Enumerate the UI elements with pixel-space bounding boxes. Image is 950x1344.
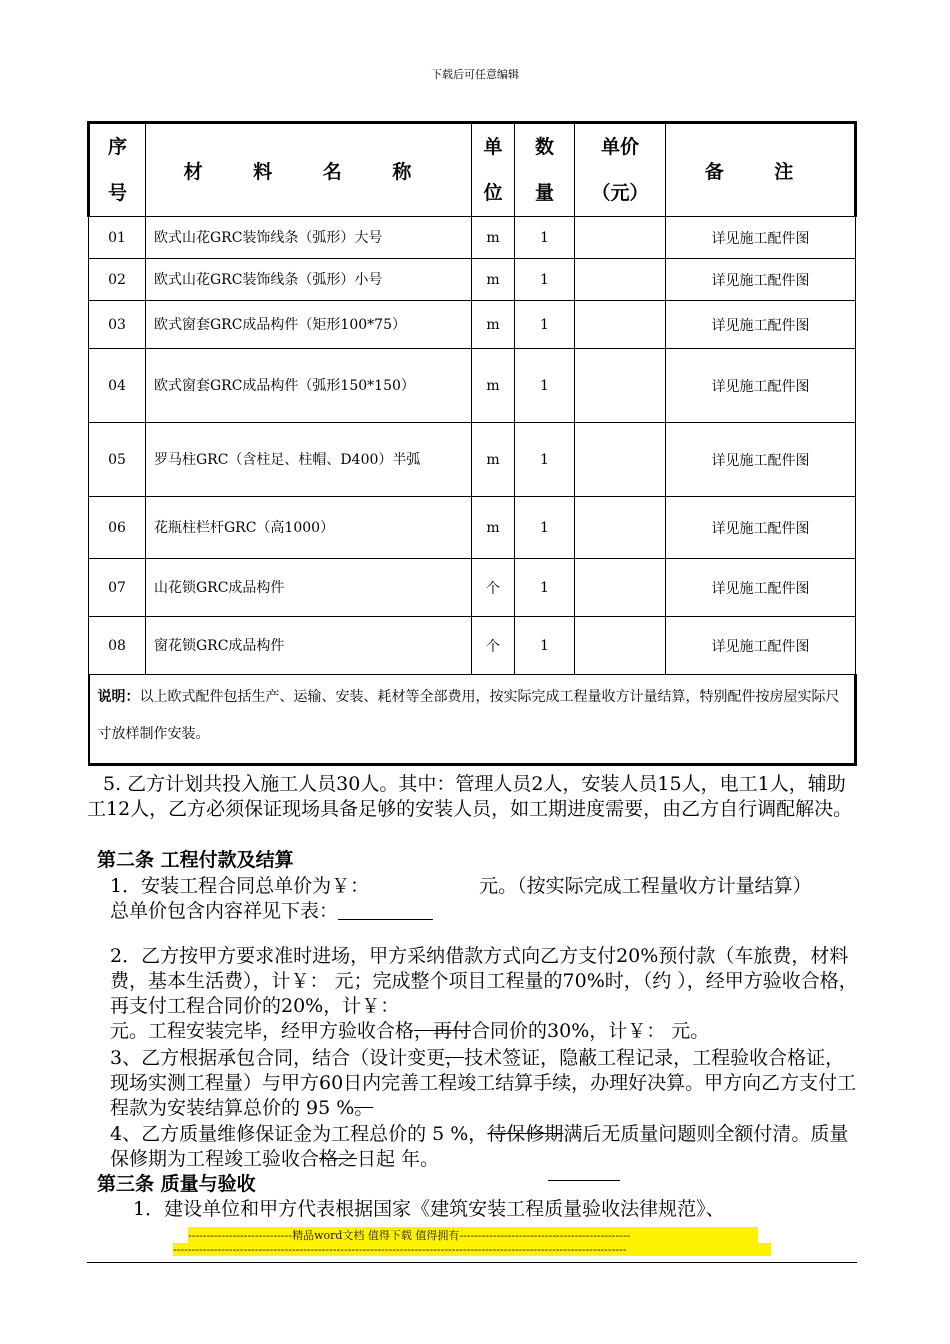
cell-seq: 02 [89, 259, 146, 301]
note-text: 以上欧式配件包括生产、运输、安装、耗材等全部费用，按实际完成工程量收方计量结算，特别配件按房屋实际尺寸放样制作安装。 [97, 689, 840, 742]
footer-dashes: -------------------------------------------------------------------------------------------------------------------------- [173, 1243, 771, 1256]
unit-price-suffix: 元。（按实际完成工程量收方计量结算） [479, 875, 812, 897]
cell-remark: 详见施工配件图 [666, 497, 856, 559]
cell-name: 窗花锁GRC成品构件 [146, 617, 472, 675]
header-price-line2: （元） [591, 182, 649, 204]
cell-price [575, 423, 666, 497]
cell-seq: 06 [89, 497, 146, 559]
cell-seq: 01 [89, 217, 146, 259]
table-row [89, 301, 856, 349]
cell-remark: 详见施工配件图 [666, 301, 856, 349]
footer-rule [87, 1262, 857, 1263]
header-note: 下载后可任意编辑 [431, 68, 519, 81]
footer-banner: ----------------------------精品word文档 值得下载 值得拥有---------------------------------------------- [188, 1227, 758, 1243]
cell-qty: 1 [515, 301, 575, 349]
header-name [146, 123, 472, 217]
settlement-strike-2: 。 [354, 1097, 374, 1119]
cell-seq: 07 [89, 559, 146, 617]
cell-qty: 1 [515, 217, 575, 259]
cell-qty: 1 [515, 559, 575, 617]
cell-seq: 08 [89, 617, 146, 675]
table-row [89, 423, 856, 497]
warranty-text-1: 4、乙方质量维修保证金为工程总价的 5 %， [110, 1123, 488, 1145]
cell-remark: 详见施工配件图 [666, 617, 856, 675]
cell-unit: m [472, 423, 515, 497]
cell-price [575, 349, 666, 423]
paragraph-staffing: 5. 乙方计划共投入施工人员30人。其中：管理人员2人，安装人员15人，电工1人，辅助工12人，乙方必须保证现场具备足够的安装人员，如工期进度需要，由乙方自行调配解决。 [87, 773, 853, 820]
cell-unit: m [472, 217, 515, 259]
prepayment-end: 元。工程安装完毕，经甲方验收合格 [110, 1020, 415, 1042]
cell-price [575, 559, 666, 617]
cell-qty: 1 [515, 497, 575, 559]
note-label: 说明： [97, 689, 140, 705]
cell-remark: 详见施工配件图 [666, 559, 856, 617]
header-qty-line1: 数 [534, 136, 554, 158]
header-qty [515, 123, 575, 217]
unit-price-contents-line [338, 905, 433, 920]
cell-name: 罗马柱GRC（含柱足、柱帽、D400）半弧 [146, 423, 472, 497]
header-unit-line1: 单 [483, 136, 503, 158]
cell-seq: 05 [89, 423, 146, 497]
settlement-strike: ， [445, 1047, 465, 1069]
cell-price [575, 259, 666, 301]
cell-price [575, 497, 666, 559]
paragraph-prepayment [110, 944, 860, 1044]
table-row [89, 497, 856, 559]
header-qty-line2: 量 [534, 182, 554, 204]
article-2-title: 第二条 工程付款及结算 [97, 849, 294, 871]
table-row [89, 259, 856, 301]
unit-price-label: 1．安装工程合同总单价为￥： [110, 875, 370, 897]
warranty-text-2: 满后无质量问题则全额付清。质量保修期为工程竣工验收合 [110, 1123, 849, 1170]
cell-name: 欧式窗套GRC成品构件（矩形100*75） [146, 301, 472, 349]
table-note [89, 675, 856, 765]
table-header-row [89, 123, 856, 217]
cell-seq: 04 [89, 349, 146, 423]
header-remark-text: 备 注 [704, 160, 816, 183]
paragraph-quality: 1．建设单位和甲方代表根据国家《建筑安装工程质量验收法律规范》、 [133, 1198, 725, 1220]
warranty-year-underline [548, 1180, 620, 1181]
paragraph-unit-price [110, 874, 860, 924]
warranty-strike-2: 格之 [319, 1148, 358, 1170]
header-seq-line1: 序 [107, 136, 127, 158]
cell-remark: 详见施工配件图 [666, 217, 856, 259]
cell-name: 欧式窗套GRC成品构件（弧形150*150） [146, 349, 472, 423]
cell-qty: 1 [515, 617, 575, 675]
warranty-text-3: 日起 年。 [357, 1148, 440, 1170]
prepayment-text: 2．乙方按甲方要求准时进场，甲方采纳借款方式向乙方支付20%预付款（车旅费，材料费，基本生活费），计￥： 元；完成整个项目工程量的70%时，（约 ），经甲方验收合格，再支付工程合同价的20%，计￥： [110, 945, 858, 1017]
prepayment-end-2: 合同价的30%，计￥： 元。 [471, 1020, 710, 1042]
cell-unit: m [472, 259, 515, 301]
unit-price-contents: 总单价包含内容祥见下表： [110, 900, 339, 922]
cell-name: 欧式山花GRC装饰线条（弧形）大号 [146, 217, 472, 259]
cell-price [575, 217, 666, 259]
cell-unit: m [472, 301, 515, 349]
cell-unit: 个 [472, 559, 515, 617]
cell-remark: 详见施工配件图 [666, 423, 856, 497]
paragraph-settlement [110, 1046, 860, 1121]
cell-seq: 03 [89, 301, 146, 349]
table-row [89, 559, 856, 617]
cell-unit: m [472, 497, 515, 559]
header-unit [472, 123, 515, 217]
settlement-text-1: 3、乙方根据承包合同，结合（设计变更 [110, 1047, 446, 1069]
cell-qty: 1 [515, 349, 575, 423]
table-row [89, 349, 856, 423]
cell-remark: 详见施工配件图 [666, 259, 856, 301]
settlement-text-2: 技术签证，隐蔽工程记录，工程验收合格证，现场实测工程量）与甲方60日内完善工程竣工结算手续，办理好决算。甲方向乙方支付工程款为安装结算总价的 95 % [110, 1047, 857, 1119]
paragraph-warranty [110, 1122, 860, 1172]
cell-unit: m [472, 349, 515, 423]
header-remark [666, 123, 856, 217]
header-price [575, 123, 666, 217]
cell-name: 花瓶柱栏杆GRC（高1000） [146, 497, 472, 559]
materials-table [87, 121, 857, 766]
header-name-text: 材 料 名 称 [183, 160, 434, 183]
cell-qty: 1 [515, 423, 575, 497]
warranty-strike: 待保修期 [487, 1123, 564, 1145]
cell-name: 山花锁GRC成品构件 [146, 559, 472, 617]
table-row [89, 617, 856, 675]
table-note-row [89, 675, 856, 765]
cell-qty: 1 [515, 259, 575, 301]
cell-price [575, 301, 666, 349]
header-seq-line2: 号 [107, 182, 127, 204]
cell-unit: 个 [472, 617, 515, 675]
header-seq [89, 123, 146, 217]
table-row [89, 217, 856, 259]
header-price-line1: 单价 [600, 136, 639, 158]
article-3-title: 第三条 质量与验收 [97, 1173, 256, 1195]
header-unit-line2: 位 [483, 182, 503, 204]
cell-remark: 详见施工配件图 [666, 349, 856, 423]
prepayment-strike: ，再付 [414, 1020, 472, 1042]
cell-price [575, 617, 666, 675]
cell-name: 欧式山花GRC装饰线条（弧形）小号 [146, 259, 472, 301]
